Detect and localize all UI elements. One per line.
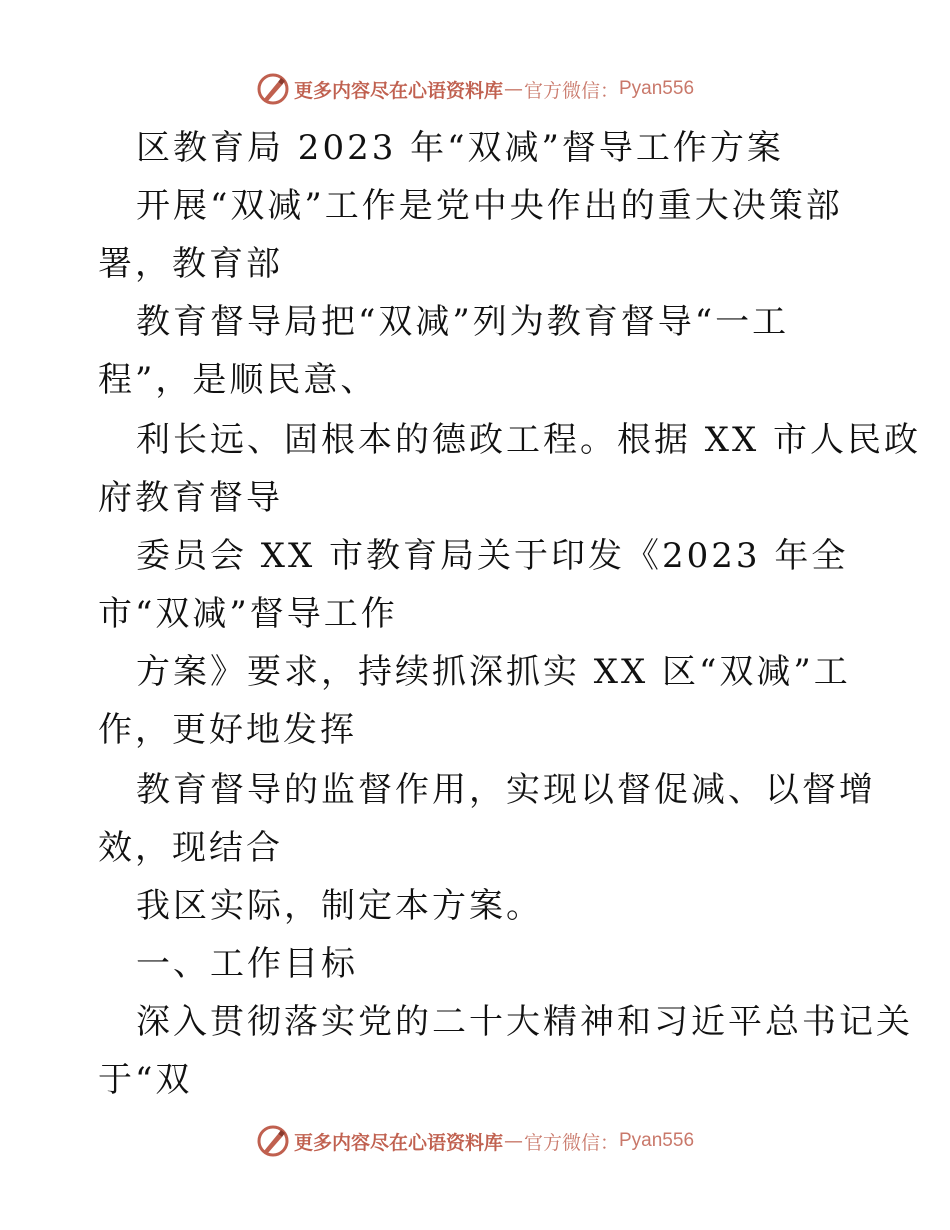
watermark-brand: 更多内容尽在心语资料库 [293, 1131, 503, 1154]
watermark-separator: — [503, 78, 523, 100]
footer-watermark [0, 1124, 950, 1158]
paragraph-line: 利长远、固根本的德政工程。根据 XX 市人民政 [136, 420, 922, 460]
watermark-contact-label: 官方微信： [523, 79, 619, 102]
paragraph-line: 署，教育部 [98, 244, 283, 284]
pen-circle-logo-icon [256, 1124, 290, 1158]
paragraph-line: 府教育督导 [98, 478, 283, 518]
section-heading: 一、工作目标 [136, 944, 358, 984]
paragraph-line: 方案》要求，持续抓深抓实 XX 区“双减”工 [136, 652, 851, 692]
watermark-brand: 更多内容尽在心语资料库 [293, 79, 503, 102]
paragraph-line: 教育督导的监督作用，实现以督促减、以督增 [136, 770, 876, 810]
paragraph-line: 程”，是顺民意、 [98, 360, 378, 400]
watermark-contact-label: 官方微信： [523, 1131, 619, 1154]
watermark-separator: — [503, 1130, 523, 1152]
paragraph-line: 于“双 [98, 1060, 193, 1100]
header-watermark [0, 72, 950, 106]
watermark-contact-id: Pyan556 [619, 78, 695, 99]
pen-circle-logo-icon [256, 72, 290, 106]
watermark-contact-id: Pyan556 [619, 1130, 695, 1151]
paragraph-line: 开展“双减”工作是党中央作出的重大决策部 [136, 186, 843, 226]
paragraph-line: 教育督导局把“双减”列为教育督导“一工 [136, 302, 790, 342]
paragraph-line: 委员会 XX 市教育局关于印发《2023 年全 [136, 536, 849, 576]
paragraph-line: 作，更好地发挥 [98, 710, 357, 750]
paragraph-line: 市“双减”督导工作 [98, 594, 398, 634]
paragraph-line: 深入贯彻落实党的二十大精神和习近平总书记关 [136, 1002, 913, 1042]
paragraph-line: 效，现结合 [98, 828, 283, 868]
document-title: 区教育局 2023 年“双减”督导工作方案 [136, 128, 784, 168]
paragraph-line: 我区实际，制定本方案。 [136, 886, 543, 926]
